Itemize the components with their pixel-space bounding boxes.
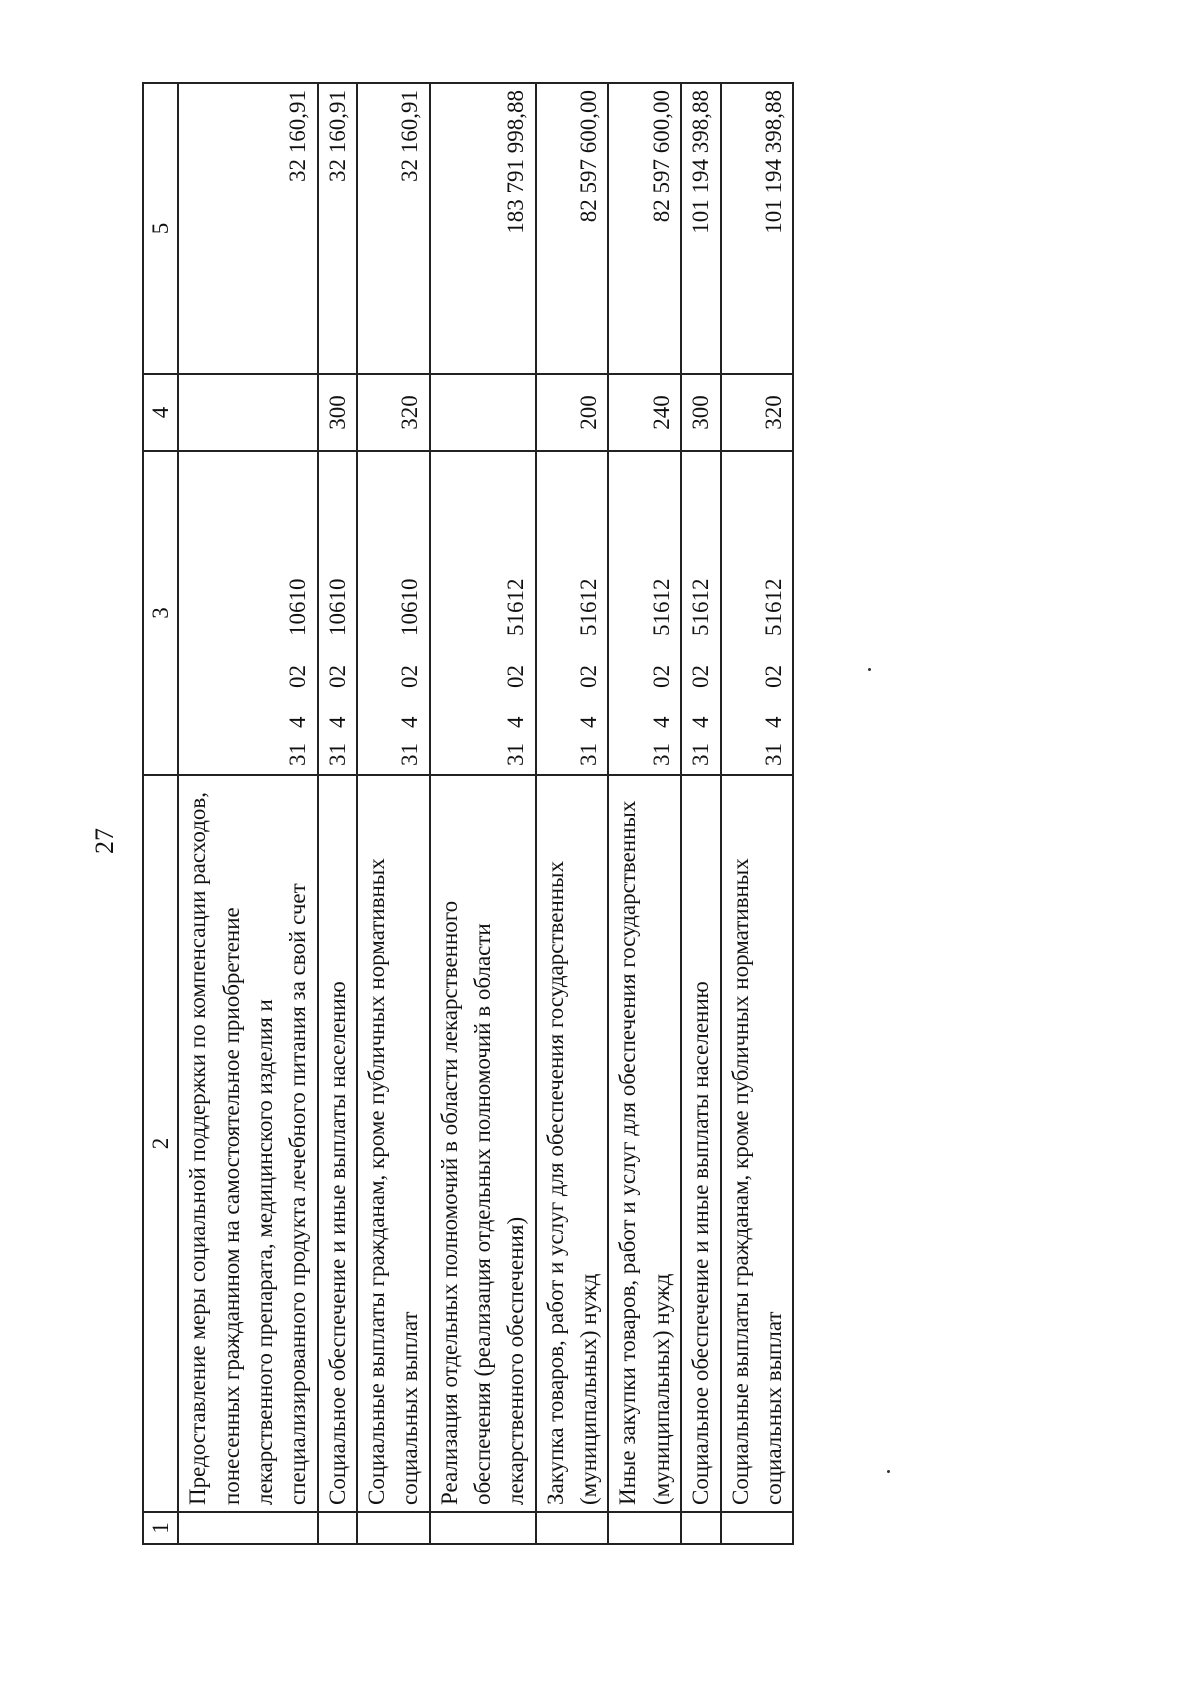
description-cell: Закупка товаров, работ и услуг для обеспечения государственных (муниципальных) нужд <box>536 775 609 1512</box>
expense-type-cell: 320 <box>357 374 430 451</box>
expense-type-cell: 320 <box>721 374 794 451</box>
header-col-2: 2 <box>143 775 178 1512</box>
code-part: 31 <box>397 743 423 766</box>
code-part: 31 <box>688 743 714 766</box>
table-row <box>608 83 681 1544</box>
code-part: 31 <box>285 743 311 766</box>
budget-table-container <box>142 82 786 1545</box>
amount-cell: 82 597 600,00 <box>536 83 609 374</box>
amount-cell: 32 160,91 <box>357 83 430 374</box>
expense-type-cell: 200 <box>536 374 609 451</box>
code-cell <box>721 451 794 775</box>
table-row <box>430 83 536 1544</box>
row-index-cell <box>318 1512 357 1544</box>
expense-type-cell: 300 <box>681 374 720 451</box>
amount-cell: 183 791 998,88 <box>430 83 536 374</box>
row-index-cell <box>721 1512 794 1544</box>
table-row <box>536 83 609 1544</box>
code-part: 02 <box>397 665 423 688</box>
code-cell <box>357 451 430 775</box>
code-part: 02 <box>648 665 674 688</box>
code-cell <box>681 451 720 775</box>
code-part: 02 <box>285 665 311 688</box>
page-number: 27 <box>90 828 119 854</box>
amount-cell: 82 597 600,00 <box>608 83 681 374</box>
row-index-cell <box>430 1512 536 1544</box>
expense-type-cell: 300 <box>318 374 357 451</box>
header-col-1: 1 <box>143 1512 178 1544</box>
code-cell <box>318 451 357 775</box>
code-part: 31 <box>760 743 786 766</box>
scan-speck <box>887 1470 890 1473</box>
table-row <box>681 83 720 1544</box>
amount-cell: 101 194 398,88 <box>681 83 720 374</box>
code-part: 02 <box>576 665 602 688</box>
code-part: 10610 <box>285 578 311 636</box>
expense-type-cell <box>178 374 317 451</box>
code-part: 31 <box>648 743 674 766</box>
code-part: 4 <box>688 716 714 728</box>
row-index-cell <box>536 1512 609 1544</box>
code-part: 4 <box>285 716 311 728</box>
expense-type-cell: 240 <box>608 374 681 451</box>
code-part: 4 <box>576 716 602 728</box>
table-row <box>357 83 430 1544</box>
code-part: 31 <box>324 743 350 766</box>
code-part: 10610 <box>397 578 423 636</box>
code-part: 02 <box>503 665 529 688</box>
description-cell: Социальные выплаты гражданам, кроме публичных нормативных социальных выплат <box>721 775 794 1512</box>
code-part: 51612 <box>503 578 529 636</box>
code-part: 02 <box>760 665 786 688</box>
row-index-cell <box>608 1512 681 1544</box>
code-cell <box>430 451 536 775</box>
row-index-cell <box>178 1512 317 1544</box>
budget-table <box>142 82 794 1545</box>
header-col-4: 4 <box>143 374 178 451</box>
expense-type-cell <box>430 374 536 451</box>
row-index-cell <box>357 1512 430 1544</box>
code-part: 51612 <box>576 578 602 636</box>
code-part: 51612 <box>760 578 786 636</box>
table-row <box>318 83 357 1544</box>
description-cell: Социальное обеспечение и иные выплаты населению <box>318 775 357 1512</box>
description-cell: Социальные выплаты гражданам, кроме публичных нормативных социальных выплат <box>357 775 430 1512</box>
header-col-3: 3 <box>143 451 178 775</box>
table-row <box>178 83 317 1544</box>
table-row <box>721 83 794 1544</box>
code-part: 4 <box>397 716 423 728</box>
code-part: 02 <box>688 665 714 688</box>
scan-speck <box>868 668 871 671</box>
code-part: 31 <box>503 743 529 766</box>
code-part: 4 <box>503 716 529 728</box>
code-part: 4 <box>648 716 674 728</box>
header-col-5: 5 <box>143 83 178 374</box>
code-part: 4 <box>760 716 786 728</box>
code-cell <box>178 451 317 775</box>
table-header-row <box>143 83 178 1544</box>
code-part: 4 <box>324 716 350 728</box>
amount-cell: 32 160,91 <box>178 83 317 374</box>
code-part: 51612 <box>688 578 714 636</box>
row-index-cell <box>681 1512 720 1544</box>
description-cell: Иные закупки товаров, работ и услуг для обеспечения государственных (муниципальных) нужд <box>608 775 681 1512</box>
description-cell: Социальное обеспечение и иные выплаты населению <box>681 775 720 1512</box>
amount-cell: 101 194 398,88 <box>721 83 794 374</box>
description-cell: Предоставление меры социальной поддержки по компенсации расходов, понесенных гражданином на самостоятельное приобретение лекарственного препарата, медицинского изделия и специализированного продукта лечебного питания за свой счет <box>178 775 317 1512</box>
amount-cell: 32 160,91 <box>318 83 357 374</box>
code-cell <box>608 451 681 775</box>
description-cell: Реализация отдельных полномочий в области лекарственного обеспечения (реализация отдельных полномочий в области лекарственного обеспечения) <box>430 775 536 1512</box>
code-part: 10610 <box>324 578 350 636</box>
code-part: 31 <box>576 743 602 766</box>
code-cell <box>536 451 609 775</box>
code-part: 02 <box>324 665 350 688</box>
code-part: 51612 <box>648 578 674 636</box>
